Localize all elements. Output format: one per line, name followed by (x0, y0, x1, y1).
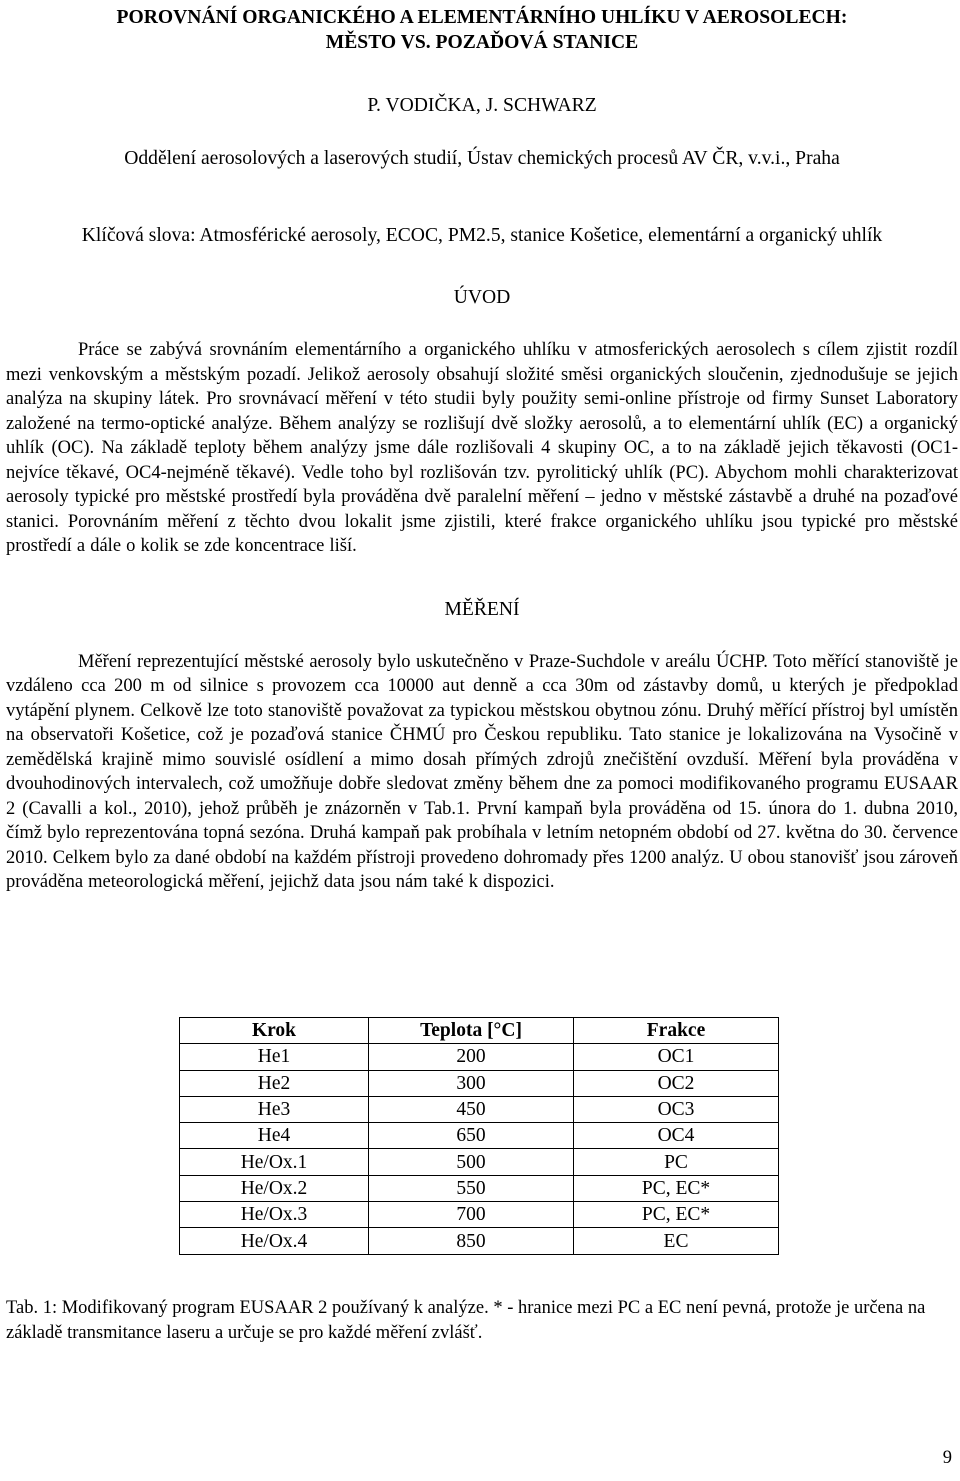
section-heading-uvod: ÚVOD (453, 287, 511, 308)
table-header-row (180, 1018, 779, 1044)
paragraph-mereni: Měření reprezentující městské aerosoly bylo uskutečněno v Praze-Suchdole v areálu ÚCHP. Toto měřící stanoviště je vzdáleno cca 200 m od silnice s provozem cca 10000 aut denně a cca 30m od zástavby domů, u kterých je předpoklad vytápění plynem. Celkově lze toto stanoviště považovat za typickou městskou obytnou zónu. Druhý měřící přístroj byl umístěn na observatoři Košetice, což je pozaďová stanice ČHMÚ pro Českou republiku. Tato stanice je lokalizována na Vysočině v zemědělská krajině mimo souvislé osídlení a mimo dosah přímých zdrojů znečištění ovzduší. Měření byla prováděna v dvouhodinových intervalech, což umožňuje dobře sledovat změny během dne za pomoci modifikovaného programu EUSAAR 2 (Cavalli a kol., 2010), jehož průběh je znázorněn v Tab.1. První kampaň byla prováděna od 15. února do 1. dubna 2010, čímž bylo reprezentována topná sezóna. Druhá kampaň pak probíhala v letním netopném období od 27. května do 30. července 2010. Celkem bylo za dané období na každém přístroji provedeno dohromady přes 1200 analýz. U obou stanovišť jsou zároveň prováděna meteorologická měření, jejichž data jsou nám také k dispozici. (6, 651, 958, 892)
table-row (180, 1123, 779, 1149)
table-cell: He3 (180, 1096, 369, 1122)
table-cell: PC, EC* (574, 1175, 779, 1201)
table-caption: Tab. 1: Modifikovaný program EUSAAR 2 používaný k analýze. * - hranice mezi PC a EC není pevná, protože je určena na základě transmitance laseru a určuje se pro každé měření zvlášť. (6, 1298, 926, 1343)
table-cell: He1 (180, 1044, 369, 1070)
table-cell: He4 (180, 1123, 369, 1149)
table-row (180, 1149, 779, 1175)
page-number: 9 (942, 1448, 952, 1468)
table-row (180, 1228, 779, 1254)
table-cell: He/Ox.2 (180, 1175, 369, 1201)
table-cell: PC, EC* (574, 1202, 779, 1228)
table-cell: OC1 (574, 1044, 779, 1070)
paper-page (6, 0, 958, 895)
paragraph-uvod: Práce se zabývá srovnáním elementárního a organického uhlíku v atmosferických aerosolech s cílem zjistit rozdíl mezi venkovským a městským pozadí. Jelikož aerosoly obsahují složité směsi organických sloučenin, zjednodušuje se jejich analýza na skupiny látek. Pro srovnávací měření v této studii byly použity semi-online přístroje od firmy Sunset Laboratory založené na termo-optické analýze. Během analýzy se rozlišují dvě složky aerosolů, a to elementární uhlík (EC) a organický uhlík (OC). Na základě teploty během analýzy jsme dále rozlišovali 4 skupiny OC, a to na základě jejich těkavosti (OC1-nejvíce těkavé, OC4-nejméně těkavé). Vedle toho byl rozlišován tzv. pyrolitický uhlík (PC). Abychom mohli charakterizovat aerosoly typické pro městské prostředí byla prováděna dvě paralelní měření – jedno v městské zástavbě a druhé na pozaďové stanici. Porovnáním měření z těchto dvou lokalit jsme zjistili, které frakce organického uhlíku jsou typické pro městské prostředí a dále o kolik se zde koncentrace liší. (6, 340, 958, 556)
table-cell: 450 (369, 1096, 574, 1122)
table-cell: PC (574, 1149, 779, 1175)
table-cell: OC3 (574, 1096, 779, 1122)
table-cell: He/Ox.1 (180, 1149, 369, 1175)
table-cell: He/Ox.3 (180, 1202, 369, 1228)
title-line-2: MĚSTO VS. POZAĎOVÁ STANICE (325, 32, 639, 53)
table-cell: 850 (369, 1228, 574, 1254)
keywords: Klíčová slova: Atmosférické aerosoly, ECOC, PM2.5, stanice Košetice, elementární a organický uhlík (81, 225, 883, 246)
table-cell: 500 (369, 1149, 574, 1175)
authors: P. VODIČKA, J. SCHWARZ (367, 95, 597, 116)
table-cell: He/Ox.4 (180, 1228, 369, 1254)
table-cell: EC (574, 1228, 779, 1254)
table-row (180, 1202, 779, 1228)
table-row (180, 1096, 779, 1122)
title-line-1: POROVNÁNÍ ORGANICKÉHO A ELEMENTÁRNÍHO UHLÍKU V AEROSOLECH: (116, 7, 848, 28)
table-cell: 200 (369, 1044, 574, 1070)
table-cell: 550 (369, 1175, 574, 1201)
eusaar-program-table (179, 1017, 779, 1255)
table-cell: 700 (369, 1202, 574, 1228)
column-header-frakce: Frakce (574, 1018, 779, 1044)
table-cell: OC2 (574, 1070, 779, 1096)
column-header-teplota: Teplota [°C] (369, 1018, 574, 1044)
table-cell: 650 (369, 1123, 574, 1149)
table-cell: 300 (369, 1070, 574, 1096)
table-cell: He2 (180, 1070, 369, 1096)
section-heading-mereni: MĚŘENÍ (444, 598, 520, 620)
table-cell: OC4 (574, 1123, 779, 1149)
affiliation: Oddělení aerosolových a laserových studií, Ústav chemických procesů AV ČR, v.v.i., Praha (124, 148, 840, 169)
table-row (180, 1044, 779, 1070)
paper-title (6, 5, 958, 55)
column-header-krok: Krok (180, 1018, 369, 1044)
table-row (180, 1070, 779, 1096)
table-row (180, 1175, 779, 1201)
